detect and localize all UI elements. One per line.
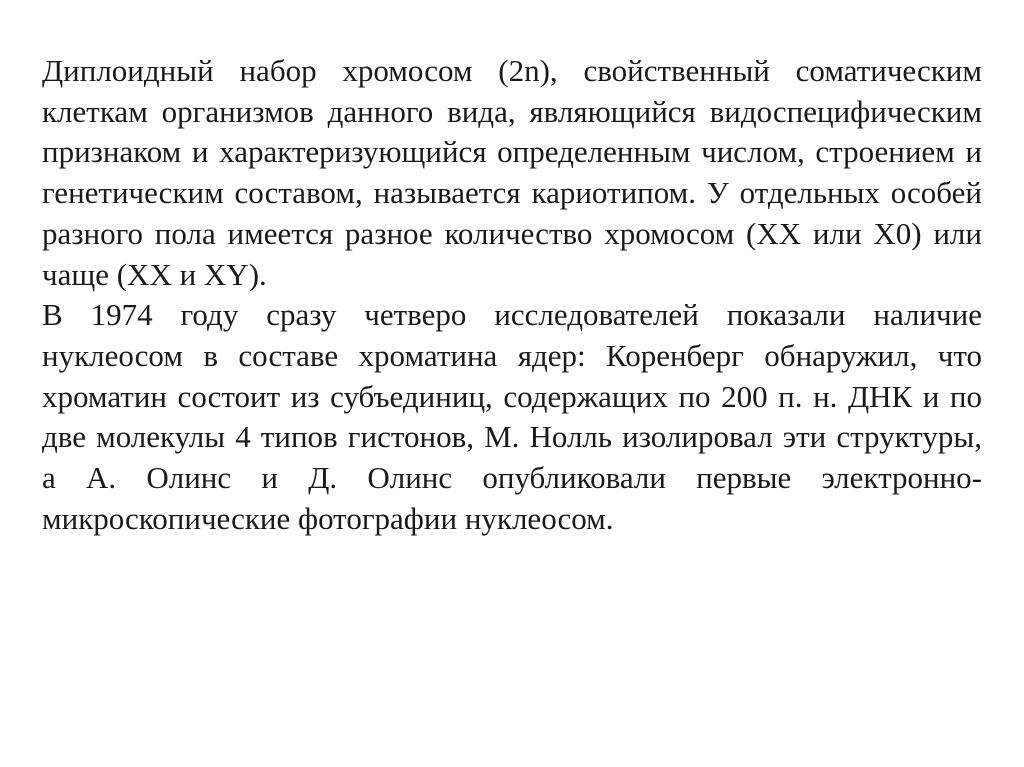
paragraph-nucleosomes: В 1974 году сразу четверо исследователей показали наличие нуклеосом в составе хроматина ядер: Коренберг обнаружил, что хроматин состоит из субъединиц, содержащих по 200 п. н. ДНК и по две молекулы 4 типов гистонов, М. Нолль изолировал эти структуры, а А. Олинс и Д. Олинс опубликовали первые электронно-микроскопические фотографии нуклеосом. bbox=[42, 297, 982, 536]
paragraph-karyotype: Диплоидный набор хромосом (2n), свойственный соматическим клеткам организмов данного вида, являющийся видоспецифическим признаком и характеризующийся определенным числом, строением и генетическим составом, называется кариотипом. У отдельных особей разного пола имеется разное количество хромосом (XX или X0) или чаще (XX и XY). bbox=[42, 53, 982, 292]
body-text bbox=[42, 51, 982, 539]
